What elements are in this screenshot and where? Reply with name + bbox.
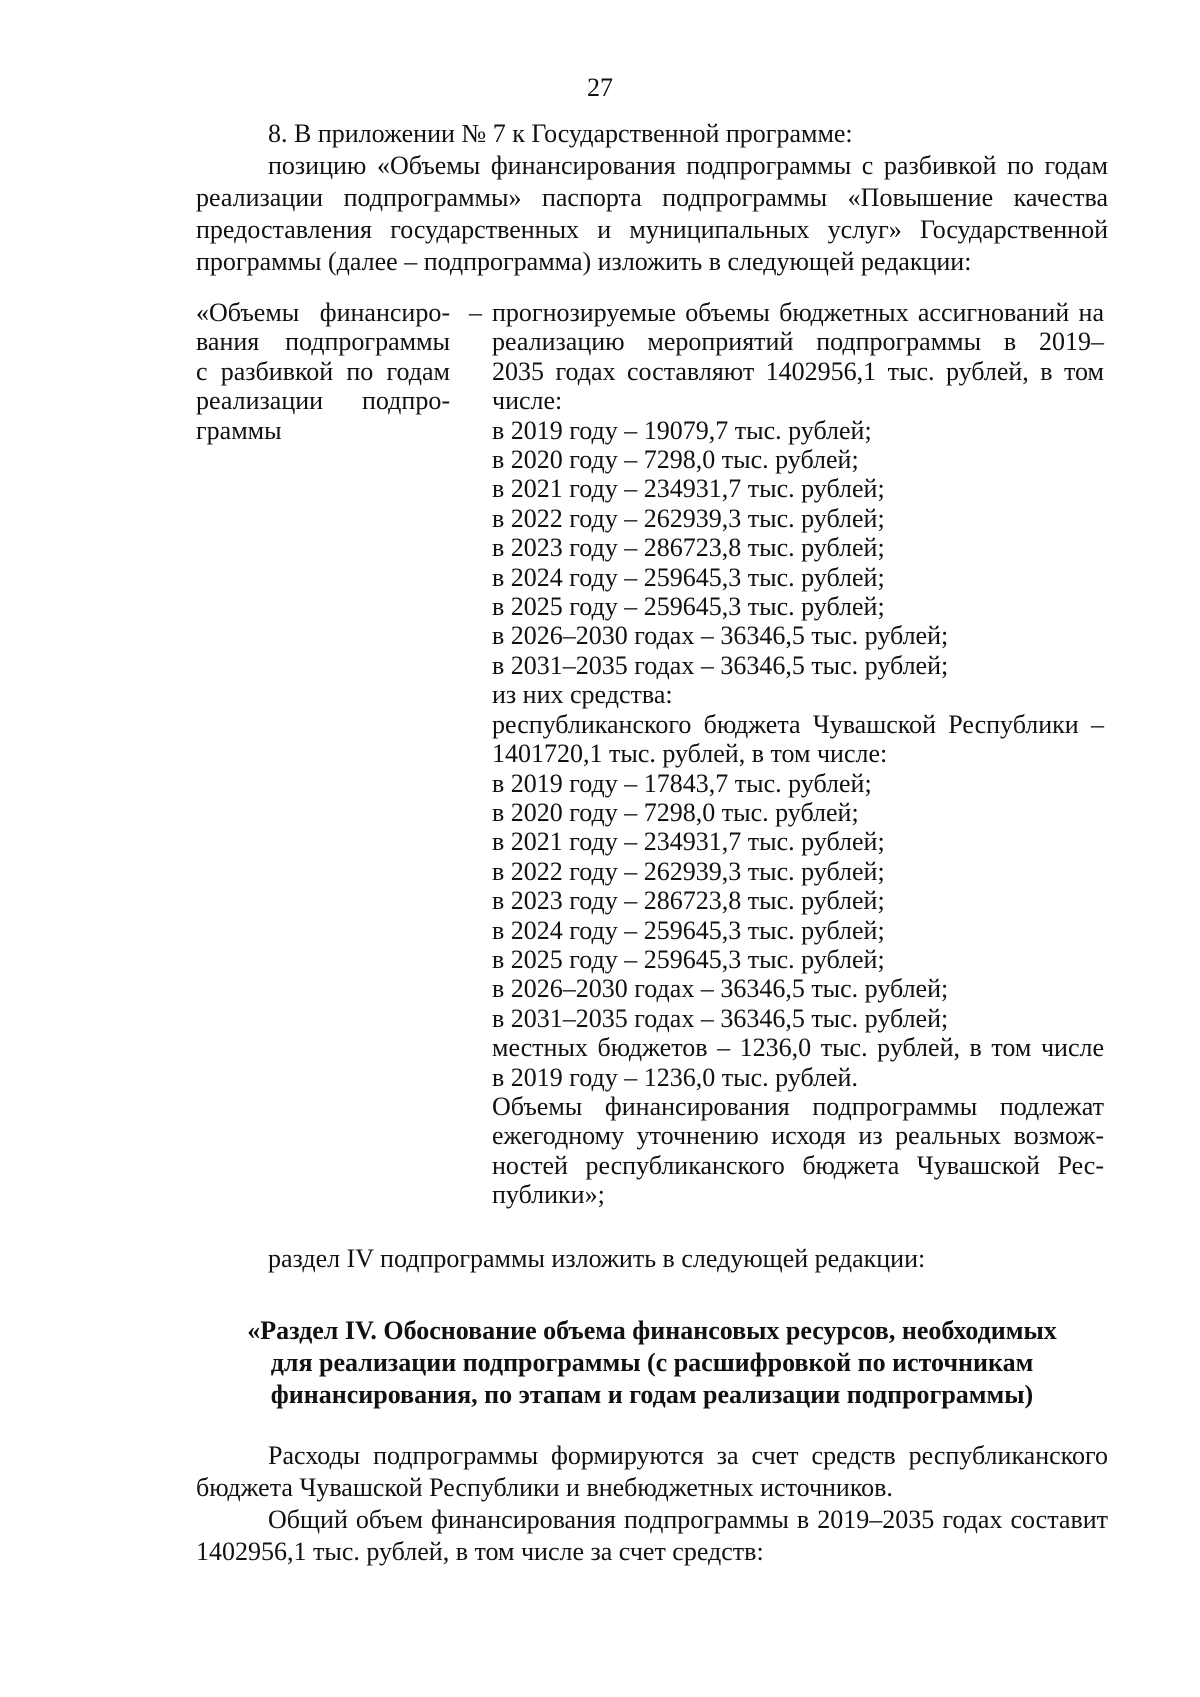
page-number: 27: [587, 73, 613, 102]
passport-value-line: числе:: [492, 386, 563, 416]
passport-year-line: в 2022 году – 262939,3 тыс. рублей;: [492, 856, 885, 886]
passport-label-line: вания подпрограммы: [196, 327, 450, 357]
passport-value-line: прогнозируемые объемы бюджетных ассигнований на: [492, 298, 1104, 327]
passport-value-cell: [492, 298, 1104, 1210]
passport-year-line: в 2031–2035 годах – 36346,5 тыс. рублей;: [492, 1003, 949, 1033]
section-instruction: раздел IV подпрограммы изложить в следующей редакции:: [268, 1244, 926, 1273]
passport-note-line: ностей республиканского бюджета Чувашской Рес-: [492, 1150, 1104, 1180]
passport-dash: –: [469, 298, 482, 327]
passport-year-line: в 2031–2035 годах – 36346,5 тыс. рублей;: [492, 650, 949, 680]
passport-label-cell: [196, 298, 450, 445]
section-title-line: финансирования, по этапам и годам реализации подпрограммы): [270, 1380, 1034, 1409]
section-title-line: «Раздел IV. Обоснование объема финансовых ресурсов, необходимых: [247, 1316, 1057, 1345]
body-paragraph: Расходы подпрограммы формируются за счет средств республиканского бюджета Чувашской Республики и внебюджетных источников.: [196, 1441, 1108, 1502]
passport-note-line: Объемы финансирования подпрограммы подлежат: [492, 1091, 1104, 1121]
passport-year-line: в 2021 году – 234931,7 тыс. рублей;: [492, 827, 885, 857]
passport-value-line: реализацию мероприятий подпрограммы в 2019–: [492, 327, 1104, 357]
passport-year-line: в 2020 году – 7298,0 тыс. рублей;: [492, 797, 859, 827]
passport-year-line: в 2025 году – 259645,3 тыс. рублей;: [492, 944, 885, 974]
item-heading: 8. В приложении № 7 к Государственной программе:: [268, 119, 853, 148]
body-text: [196, 1440, 1108, 1568]
passport-year-line: в 2023 году – 286723,8 тыс. рублей;: [492, 533, 885, 563]
passport-year-line: в 2022 году – 262939,3 тыс. рублей;: [492, 503, 885, 533]
passport-year-line: в 2024 году – 259645,3 тыс. рублей;: [492, 562, 885, 592]
passport-year-line: в 2019 году – 19079,7 тыс. рублей;: [492, 415, 872, 445]
passport-local-line: местных бюджетов – 1236,0 тыс. рублей, в том числе: [492, 1033, 1104, 1063]
passport-label-line: реализации подпро-: [196, 386, 450, 416]
passport-year-line: в 2023 году – 286723,8 тыс. рублей;: [492, 886, 885, 916]
passport-republic-line: республиканского бюджета Чувашской Республики –: [492, 709, 1104, 739]
passport-year-line: в 2024 году – 259645,3 тыс. рублей;: [492, 915, 885, 945]
passport-republic-total: 1401720,1 тыс. рублей, в том числе:: [492, 739, 888, 769]
passport-label-line: с разбивкой по годам: [196, 356, 450, 386]
passport-value-line: 2035 годах составляют 1402956,1 тыс. рублей, в том: [492, 356, 1104, 386]
intro-section: [196, 118, 1108, 278]
passport-note-line: ежегодному уточнению исходя из реальных возмож-: [492, 1121, 1104, 1151]
section-instruction-block: [196, 1243, 1108, 1275]
passport-table: [196, 298, 1108, 1248]
passport-year-line: в 2019 году – 17843,7 тыс. рублей;: [492, 768, 872, 798]
passport-label-line: «Объемы финансиро-: [196, 298, 450, 327]
passport-label-line: граммы: [196, 415, 282, 445]
passport-value-line: из них средства:: [492, 680, 673, 710]
section-title: [196, 1315, 1108, 1411]
passport-year-line: в 2021 году – 234931,7 тыс. рублей;: [492, 474, 885, 504]
intro-paragraph: позицию «Объемы финансирования подпрограммы с разбивкой по годам реализации подпрограммы» паспорта подпрограммы «Повышение качества предоставления государственных и муниципальных услуг» Государственной программы (далее – подпрограмма) изложить в следующей редакции:: [196, 151, 1108, 276]
passport-year-line: в 2019 году – 1236,0 тыс. рублей.: [492, 1062, 858, 1092]
passport-note-line: публики»;: [492, 1180, 605, 1210]
section-title-line: для реализации подпрограммы (с расшифровкой по источникам: [270, 1348, 1034, 1377]
body-paragraph: Общий объем финансирования подпрограммы в 2019–2035 годах составит 1402956,1 тыс. рублей, в том числе за счет средств:: [196, 1505, 1108, 1566]
passport-year-line: в 2025 году – 259645,3 тыс. рублей;: [492, 592, 885, 622]
passport-year-line: в 2026–2030 годах – 36346,5 тыс. рублей;: [492, 621, 949, 651]
passport-year-line: в 2020 году – 7298,0 тыс. рублей;: [492, 445, 859, 475]
passport-year-line: в 2026–2030 годах – 36346,5 тыс. рублей;: [492, 974, 949, 1004]
